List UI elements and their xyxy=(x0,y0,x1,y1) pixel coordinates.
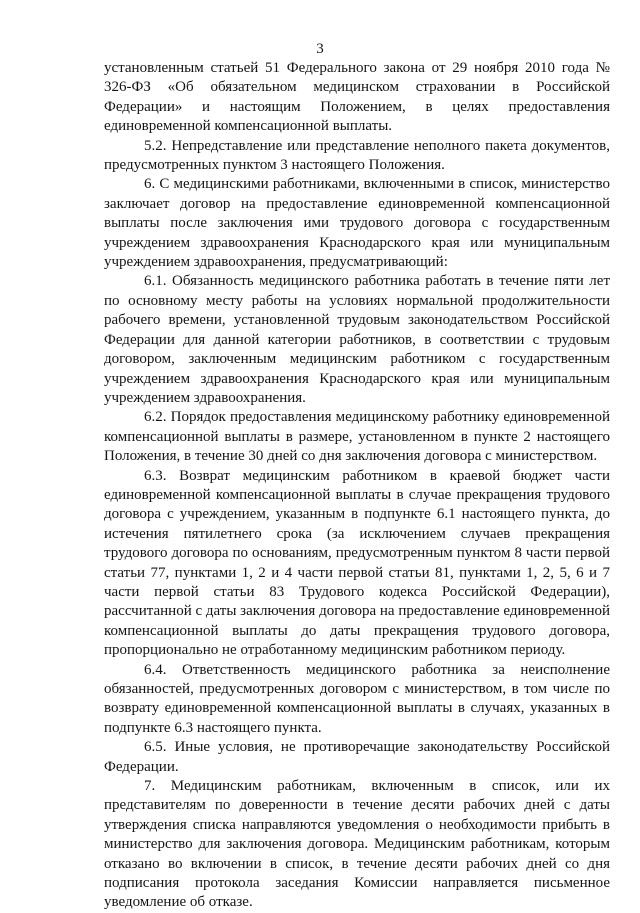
paragraph-6-2: 6.2. Порядок предоставления медицинскому работнику единовременной компенсационной выплаты в размере, установленном в пункте 2 настоящего Положения, в течение 30 дней со дня заключения договора с министерством. xyxy=(104,409,610,465)
paragraph-5-2: 5.2. Непредставление или представление неполного пакета документов, предусмотренных пунктом 3 настоящего Положения. xyxy=(104,137,610,174)
document-body xyxy=(104,59,610,913)
paragraph-6-3: 6.3. Возврат медицинским работником в краевой бюджет части единовременной компенсационной выплаты в случае прекращения трудового договора с учреждением, указанным в подпункте 6.1 настоящего пункта, до истечения пятилетнего срока (за исключением случаев прекращения трудового договора по основаниям, предусмотренным пунктом 8 части первой статьи 77, пунктами 1, 2 и 4 части первой статьи 81, пунктами 1, 2, 5, 6 и 7 части первой статьи 83 Трудового кодекса Российской Федерации), рассчитанной с даты заключения договора на предоставление единовременной компенсационной выплаты до даты прекращения трудового договора, пропорционально не отработанному медицинским работником периоду. xyxy=(104,467,610,659)
paragraph-7: 7. Медицинским работникам, включенным в список, или их представителям по доверенности в течение десяти рабочих дней с даты утверждения списка направляются уведомления о необходимости прибыть в министерство для заключения договора. Медицинским работникам, которым отказано во включении в список, в течение десяти рабочих дней со дня подписания протокола заседания Комиссии направляется письменное уведомление об отказе. xyxy=(104,778,610,911)
paragraph-6-5: 6.5. Иные условия, не противоречащие законодательству Российской Федерации. xyxy=(104,739,610,775)
paragraph-6-1: 6.1. Обязанность медицинского работника работать в течение пяти лет по основному месту работы на условиях нормальной продолжительности рабочего времени, установленной трудовым законодательством Российской Федерации для данной категории работников, в соответствии с трудовым договором, заключенным медицинским работником с государственным учреждением здравоохранения Краснодарского края или муниципальным учреждением здравоохранения. xyxy=(104,273,610,406)
paragraph-continuation: установленным статьей 51 Федерального закона от 29 ноября 2010 года № 326-ФЗ «Об обязательном медицинском страховании в Российской Федерации» и настоящим Положением, в целях предоставления единовременной компенсационной выплаты. xyxy=(104,60,610,135)
paragraph-6-4: 6.4. Ответственность медицинского работника за неисполнение обязанностей, предусмотренных договором с министерством, в том числе по возврату единовременной компенсационной выплаты в случаях, указанных в подпункте 6.3 настоящего пункта. xyxy=(104,661,610,736)
page-number: 3 xyxy=(316,41,324,57)
paragraph-6: 6. С медицинскими работниками, включенными в список, министерство заключает договор на предоставление единовременной компенсационной выплаты после заключения ими трудового договора с государственным учреждением здравоохранения Краснодарского края или муниципальным учреждением здравоохранения, предусматривающий: xyxy=(104,176,610,271)
